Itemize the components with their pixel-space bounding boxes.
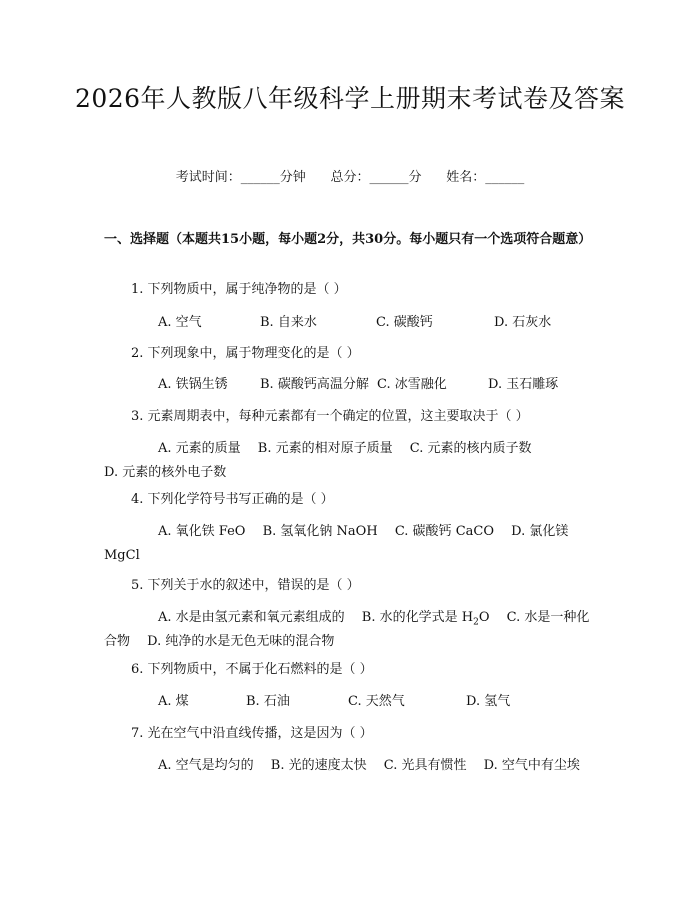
question-5-option-d: D. 纯净的水是无色无味的混合物 (147, 634, 335, 649)
question-3-options (104, 437, 600, 485)
question-7-stem: 7. 光在空气中沿直线传播，这是因为（ ） (131, 726, 373, 741)
question-5-option-b-text: B. 水的化学式是 H (361, 610, 474, 625)
question-5-option-b (361, 610, 490, 628)
question-4-option-a: A. 氧化铁 FeO (158, 524, 246, 539)
question-5-options (104, 606, 600, 654)
question-1-option-c: C. 碳酸钙 (376, 315, 433, 330)
question-3-stem: 3. 元素周期表中，每种元素都有一个确定的位置，这主要取决于（ ） (131, 409, 529, 424)
question-1-option-b: B. 自来水 (260, 315, 317, 330)
question-3-option-d: D. 元素的核外电子数 (104, 465, 227, 480)
question-6-option-b: B. 石油 (246, 694, 290, 709)
question-2-option-a: A. 铁锅生锈 (158, 377, 228, 392)
question-7-option-d: D. 空气中有尘埃 (483, 758, 580, 773)
question-3-option-a: A. 元素的质量 (158, 441, 241, 456)
question-5-stem: 5. 下列关于水的叙述中，错误的是（ ） (131, 578, 360, 593)
exam-info-line: 考试时间：______分钟 总分：______分 姓名：______ (175, 170, 525, 185)
question-4-option-c: C. 碳酸钙 CaCO (394, 524, 494, 539)
question-6-options (104, 690, 600, 714)
question-2-option-b: B. 碳酸钙高温分解 (260, 377, 369, 392)
question-1-option-d: D. 石灰水 (494, 315, 552, 330)
question-4-option-d: D. 氯化镁 MgCl (104, 524, 569, 563)
question-7-option-a: A. 空气是均匀的 (158, 758, 254, 773)
section-heading: 一、选择题（本题共15小题，每小题2分，共30分。每小题只有一个选项符合题意） (104, 232, 592, 247)
question-2-stem: 2. 下列现象中，属于物理变化的是（ ） (131, 346, 360, 361)
question-4-option-b: B. 氢氧化钠 NaOH (262, 524, 378, 539)
question-7-option-b: B. 光的速度太快 (270, 758, 367, 773)
question-2-option-d: D. 玉石雕琢 (488, 377, 559, 392)
question-5-option-c: C. 水是一种化合物 (104, 610, 590, 649)
question-5-option-a: A. 水是由氢元素和氧元素组成的 (158, 610, 345, 625)
question-3-option-b: B. 元素的相对原子质量 (257, 441, 393, 456)
question-6-option-c: C. 天然气 (348, 694, 405, 709)
question-1-stem: 1. 下列物质中，属于纯净物的是（ ） (131, 282, 347, 297)
page-title: 2026年人教版八年级科学上册期末考试卷及答案 (74, 84, 626, 113)
question-7-option-c: C. 光具有惯性 (383, 758, 467, 773)
formula-subscript: 2 (473, 617, 479, 628)
question-1-options (104, 311, 600, 335)
question-6-stem: 6. 下列物质中，不属于化石燃料的是（ ） (131, 662, 373, 677)
question-3-option-c: C. 元素的核内质子数 (409, 441, 532, 456)
question-1-option-a: A. 空气 (158, 315, 202, 330)
formula-tail: O (478, 610, 490, 625)
question-4-stem: 4. 下列化学符号书写正确的是（ ） (131, 492, 334, 507)
question-7-options (104, 754, 600, 778)
question-6-option-d: D. 氢气 (466, 694, 511, 709)
question-6-option-a: A. 煤 (158, 694, 189, 709)
question-2-options (104, 373, 600, 397)
question-2-option-c: C. 冰雪融化 (377, 377, 447, 392)
question-4-options (104, 520, 600, 568)
